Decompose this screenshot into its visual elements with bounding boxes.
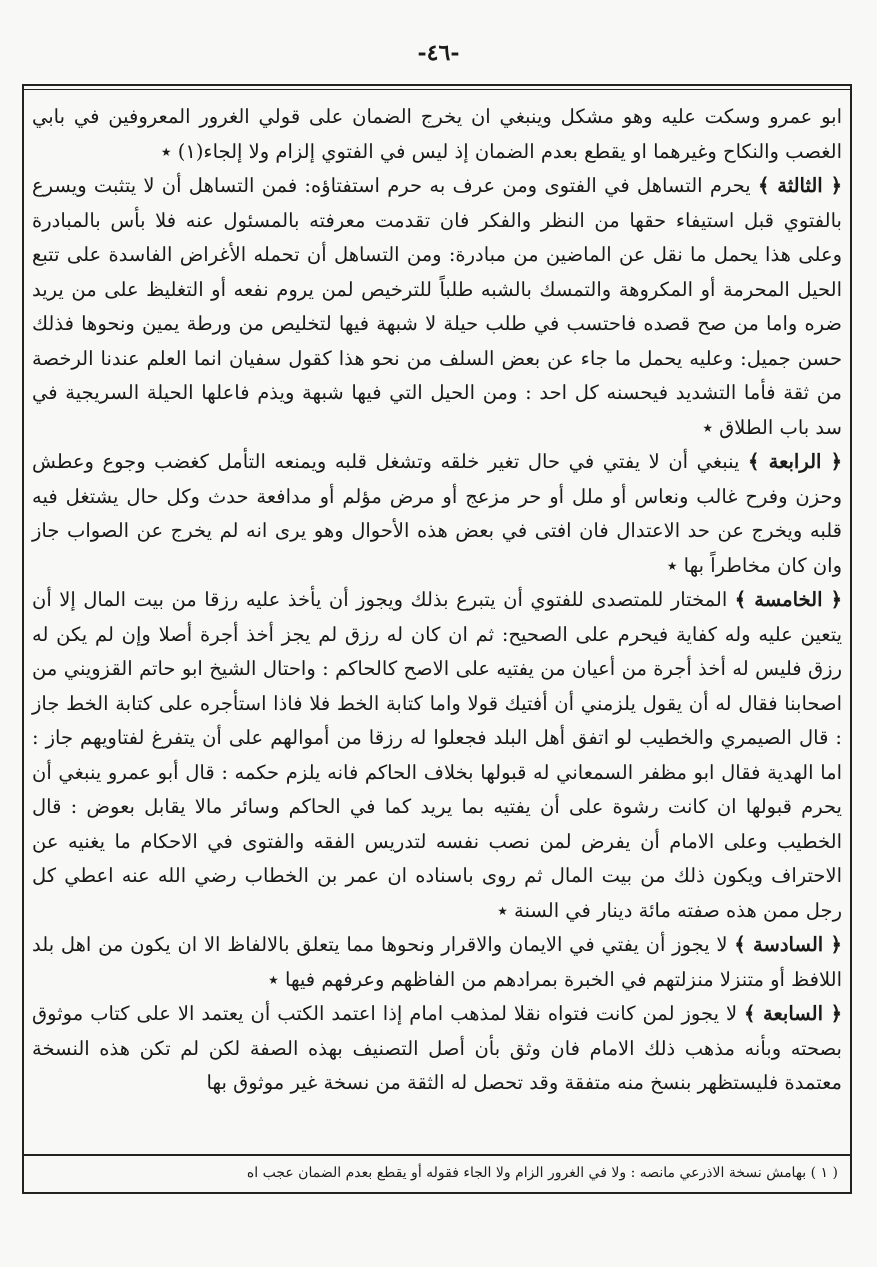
page-frame <box>22 84 852 1194</box>
paragraph-3-text: ينبغي أن لا يفتي في حال تغير خلقه وتشغل قلبه ويمنعه التأمل كغضب وجوع وعطش وحزن وفرح غالب ونعاس أو ملل أو حر مزعج أو مرض مؤلم أو مدافعة حدث وكل حال يشتغل فيه قلبه ويخرج عن حد الاعتدال فان افتى في بعض هذه الأحوال وهو يرى انه لم يخرج عن الصواب جاز وان كان مخاطراً بها ٭ <box>32 450 842 577</box>
paragraph-4-text: المختار للمتصدى للفتوي أن يتبرع بذلك ويجوز أن يأخذ عليه رزقا من بيت المال إلا أن يتعين عليه وله كفاية فيحرم على الصحيح: ثم ان كان له رزق لم يجز أخذ أجرة أصلا وإن لم يكن له رزق فليس له أخذ أجرة من أعيان من يفتيه على الاصح كالحاكم : واحتال الشيخ ابو حاتم القزويني من اصحابنا فقال له أن يقول يلزمني أن أفتيك قولا واما كتابة الخط فلا فاذا استأجره على كتابة الخط جاز : قال الصيمري والخطيب لو اتفق أهل البلد فجعلوا له رزقا من أموالهم على أن يتفرغ لفتاويهم جاز : اما الهدية فقال ابو مظفر السمعاني له قبولها بخلاف الحاكم فانه يلزم حكمه : قال أبو عمرو ينبغي أن يحرم قبولها ان كانت رشوة على أن يفتيه بما يريد كما في الحاكم وسائر مالا يقابل بعوض : قال الخطيب وعلى الامام أن يفرض لمن نصب نفسه لتدريس الفقه والفتوى في الاحكام ما يغنيه عن الاحتراف ويكون ذلك من بيت المال ثم روى باسناده ان عمر بن الخطاب رضي الله عنه اعطي كل رجل ممن هذه صفته مائة دينار في السنة ٭ <box>32 588 842 922</box>
paragraph-2-text: يحرم التساهل في الفتوى ومن عرف به حرم استفتاؤه: فمن التساهل أن لا يتثبت ويسرع بالفتوي قبل استيفاء حقها من النظر والفكر فان تقدمت معرفته بالمسئول عنه فلا بأس بالمبادرة وعلى هذا يحمل ما نقل عن الماضين من مبادرة: ومن التساهل أن تحمله الأغراض الفاسدة على تتبع الحيل المحرمة أو المكروهة والتمسك بالشبه طلباً للترخيص لمن يروم نفعه أو التغليظ على من يريد ضره واما من صح قصده فاحتسب في طلب حيلة لا شبهة فيها لتخليص من ورطة يمين ونحوها فذلك حسن جميل: وعليه يحمل ما جاء عن بعض السلف من نحو هذا كقول سفيان انما العلم عندنا الرخصة من ثقة فأما التشديد فيحسنه كل احد : ومن الحيل التي فيها شبهة ويذم فاعلها الحيلة السريجية في سد باب الطلاق ٭ <box>32 174 842 439</box>
section-heading-third: ﴿ الثالثة ﴾ <box>757 174 842 197</box>
paragraph-1 <box>32 100 842 169</box>
body-text <box>32 100 842 1101</box>
section-heading-sixth: ﴿ السادسة ﴾ <box>734 933 842 956</box>
paragraph-4 <box>32 583 842 928</box>
section-heading-seventh: ﴿ السابعة ﴾ <box>744 1002 842 1025</box>
paragraph-1-text: ابو عمرو وسكت عليه وهو مشكل وينبغي ان يخرج الضمان على قولي الغرور المعروفين في بابي الغصب والنكاح وغيرهما او يقطع بعدم الضمان إذ ليس في الفتوي إلزام ولا إلجاء(١) ٭ <box>32 105 842 163</box>
paragraph-5-text: لا يجوز أن يفتي في الايمان والاقرار ونحوها مما يتعلق بالالفاظ الا ان يكون من اهل بلد اللافظ أو متنزلا منزلتهم في الخبرة بمرادهم من الفاظهم وعرفهم فيها ٭ <box>32 933 842 991</box>
page-number: -٤٦- <box>417 40 460 66</box>
section-heading-fourth: ﴿ الرابعة ﴾ <box>748 450 842 473</box>
footnote: ( ١ ) بهامش نسخة الاذرعي مانصه : ولا في الغرور الزام ولا الجاء فقوله أو يقطع بعدم الضمان عجب اه <box>24 1154 850 1192</box>
paragraph-6 <box>32 997 842 1101</box>
paragraph-6-text: لا يجوز لمن كانت فتواه نقلا لمذهب امام إذا اعتمد الكتب أن يعتمد الا على كتاب موثوق بصحته وبأنه مذهب ذلك الامام فان وثق بأن أصل التصنيف بهذه الصفة لكن لم تكن هذه النسخة معتمدة فليستظهر بنسخ منه متفقة وقد تحصل له الثقة من نسخة غير موثوق بها <box>32 1002 842 1094</box>
paragraph-5 <box>32 928 842 997</box>
section-heading-fifth: ﴿ الخامسة ﴾ <box>734 588 842 611</box>
paragraph-2 <box>32 169 842 445</box>
paragraph-3 <box>32 445 842 583</box>
